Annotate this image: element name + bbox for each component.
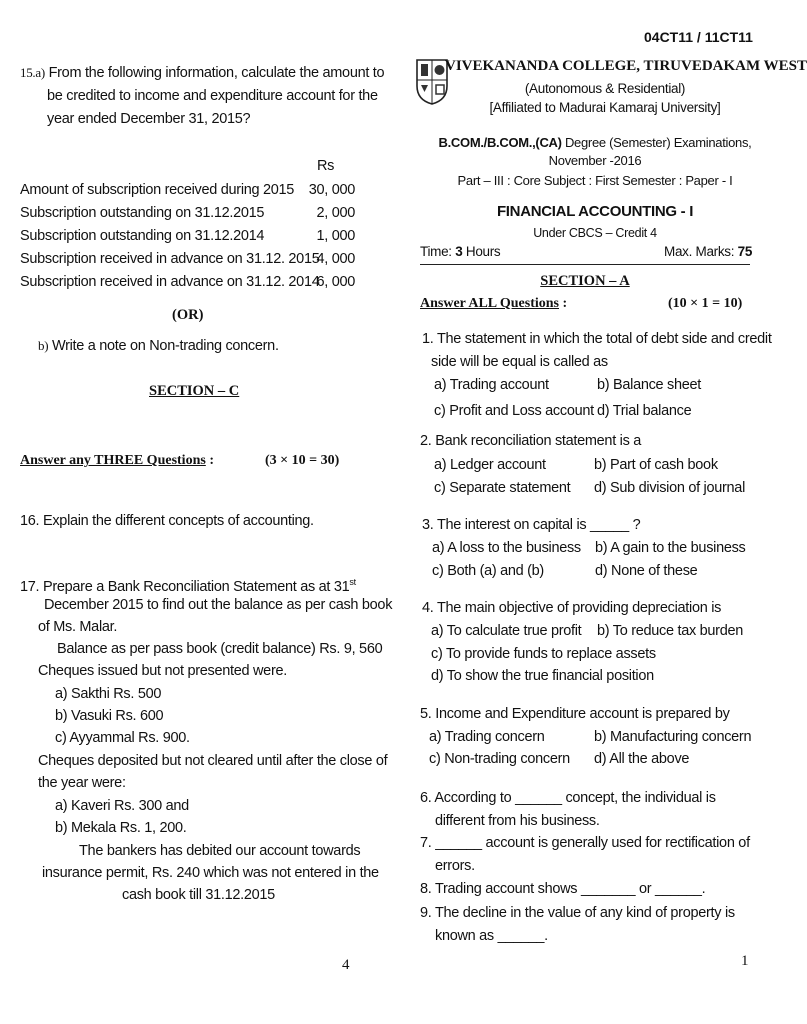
question-17-item: b) Vasuki Rs. 600 bbox=[55, 708, 164, 724]
option: c) Non-trading concern bbox=[429, 751, 570, 767]
question-3: 3. The interest on capital is _____ ? bbox=[422, 517, 641, 533]
time-info: Time: 3 Hours bbox=[420, 244, 501, 259]
question-5: 5. Income and Expenditure account is prepared by bbox=[420, 706, 730, 722]
table-row-amount: 1, 000 bbox=[316, 228, 355, 244]
right-page bbox=[385, 0, 807, 1024]
option: b) Balance sheet bbox=[597, 377, 702, 393]
option: d) None of these bbox=[595, 563, 698, 579]
question-16: 16. Explain the different concepts of accounting. bbox=[20, 513, 314, 529]
rs-header: Rs bbox=[317, 158, 335, 174]
option: a) Ledger account bbox=[434, 457, 546, 473]
max-marks: Max. Marks: 75 bbox=[664, 244, 753, 259]
question-17-line7: the year were: bbox=[38, 775, 126, 791]
question-17-line8: The bankers has debited our account towards bbox=[79, 843, 361, 859]
question-7-line2: errors. bbox=[435, 858, 475, 874]
question-17-item: c) Ayyammal Rs. 900. bbox=[55, 730, 190, 746]
subject-title: FINANCIAL ACCOUNTING - I bbox=[496, 203, 694, 220]
table-row-amount: 6, 000 bbox=[316, 274, 355, 290]
question-9-line2: known as ______. bbox=[435, 928, 548, 944]
option: c) Both (a) and (b) bbox=[432, 563, 544, 579]
question-15b: b) Write a note on Non-trading concern. bbox=[38, 338, 279, 354]
option: d) All the above bbox=[594, 751, 690, 767]
option: b) A gain to the business bbox=[595, 540, 746, 556]
section-c-instruction: Answer any THREE Questions : bbox=[20, 453, 214, 468]
option: b) Manufacturing concern bbox=[594, 729, 752, 745]
exam-month: November -2016 bbox=[548, 153, 642, 168]
option: c) Separate statement bbox=[434, 480, 571, 496]
table-row-label: Amount of subscription received during 2015 bbox=[20, 182, 295, 198]
table-row-amount: 2, 000 bbox=[316, 205, 355, 221]
question-17-line6: Cheques deposited but not cleared until after the close of bbox=[38, 753, 388, 769]
table-row-label: Subscription received in advance on 31.12. 2015 bbox=[20, 251, 320, 267]
question-17-line3: of Ms. Malar. bbox=[38, 619, 118, 635]
option: c) To provide funds to replace assets bbox=[431, 646, 656, 662]
question-1: 1. The statement in which the total of debt side and credit bbox=[422, 331, 772, 347]
question-17-item: b) Mekala Rs. 1, 200. bbox=[55, 820, 187, 836]
question-17-line2: December 2015 to find out the balance as per cash book bbox=[44, 597, 393, 613]
question-15a-line2: be credited to income and expenditure account for the bbox=[47, 88, 378, 104]
table-row-label: Subscription outstanding on 31.12.2015 bbox=[20, 205, 265, 221]
section-c-title: SECTION – C bbox=[149, 383, 240, 399]
paper-code: 04CT11 / 11CT11 bbox=[644, 29, 753, 45]
question-17-line9: insurance permit, Rs. 240 which was not entered in the bbox=[42, 865, 379, 881]
question-6-line2: different from his business. bbox=[435, 813, 600, 829]
college-status: (Autonomous & Residential) bbox=[524, 81, 686, 96]
section-a-title: SECTION – A bbox=[540, 273, 630, 289]
section-a-instruction: Answer ALL Questions : bbox=[420, 296, 568, 311]
table-row-amount: 4, 000 bbox=[316, 251, 355, 267]
college-affiliation: [Affiliated to Madurai Kamaraj University] bbox=[489, 100, 721, 115]
option: a) Trading concern bbox=[429, 729, 545, 745]
paper-part: Part – III : Core Subject : First Semester : Paper - I bbox=[457, 173, 733, 188]
question-15a: 15.a) From the following information, calculate the amount to bbox=[20, 65, 385, 81]
option: d) Trial balance bbox=[597, 403, 692, 419]
option: b) To reduce tax burden bbox=[597, 623, 743, 639]
question-17-line4: Balance as per pass book (credit balance) Rs. 9, 560 bbox=[57, 641, 383, 657]
table-row-label: Subscription received in advance on 31.12. 2014 bbox=[20, 274, 320, 290]
page-number: 1 bbox=[741, 953, 749, 969]
left-page bbox=[0, 0, 393, 1024]
page-number: 4 bbox=[342, 957, 350, 973]
option: d) Sub division of journal bbox=[594, 480, 745, 496]
section-a-marks: (10 × 1 = 10) bbox=[668, 296, 743, 311]
option: d) To show the true financial position bbox=[431, 668, 654, 684]
question-17-item: a) Sakthi Rs. 500 bbox=[55, 686, 162, 702]
question-2: 2. Bank reconciliation statement is a bbox=[420, 433, 642, 449]
question-1-line2: side will be equal is called as bbox=[431, 354, 608, 370]
or-separator: (OR) bbox=[172, 307, 204, 323]
degree-line: B.COM./B.COM.,(CA) Degree (Semester) Examinations, bbox=[438, 135, 752, 150]
question-17-item: a) Kaveri Rs. 300 and bbox=[55, 798, 189, 814]
question-8: 8. Trading account shows _______ or ______. bbox=[420, 881, 706, 897]
question-6: 6. According to ______ concept, the individual is bbox=[420, 790, 716, 806]
section-c-marks: (3 × 10 = 30) bbox=[265, 453, 340, 468]
credit-scheme: Under CBCS – Credit 4 bbox=[533, 226, 657, 240]
question-17-line5: Cheques issued but not presented were. bbox=[38, 663, 287, 679]
question-17: 17. Prepare a Bank Reconciliation Statement as at 31st bbox=[20, 577, 356, 595]
option: c) Profit and Loss account bbox=[434, 403, 594, 419]
college-name: VIVEKANANDA COLLEGE, TIRUVEDAKAM WEST bbox=[445, 58, 807, 74]
question-7: 7. ______ account is generally used for rectification of bbox=[420, 835, 750, 851]
table-row-amount: 30, 000 bbox=[308, 182, 355, 198]
question-15a-line3: year ended December 31, 2015? bbox=[47, 111, 251, 127]
option: a) Trading account bbox=[434, 377, 549, 393]
question-9: 9. The decline in the value of any kind of property is bbox=[420, 905, 735, 921]
table-row-label: Subscription outstanding on 31.12.2014 bbox=[20, 228, 265, 244]
option: a) To calculate true profit bbox=[431, 623, 582, 639]
header-divider bbox=[420, 264, 750, 265]
option: b) Part of cash book bbox=[594, 457, 718, 473]
option: a) A loss to the business bbox=[432, 540, 581, 556]
question-17-line10: cash book till 31.12.2015 bbox=[122, 887, 275, 903]
question-4: 4. The main objective of providing depreciation is bbox=[422, 600, 722, 616]
